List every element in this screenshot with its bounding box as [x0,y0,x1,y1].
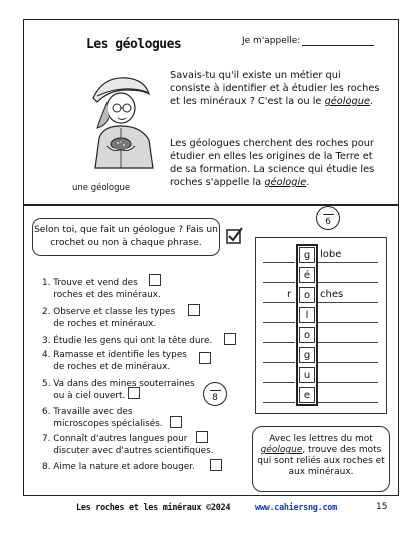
answer-line[interactable] [318,402,378,403]
word-suffix: lobe [320,249,342,260]
list-item: 3. Étudie les gens qui ont la tête dure. [42,336,213,346]
illustration-caption: une géologue [72,183,131,193]
letter-cell: é [299,267,315,283]
answer-line[interactable] [263,282,295,283]
page-number: 15 [376,502,388,512]
checkbox-item-3[interactable] [224,333,236,345]
name-field[interactable] [302,45,374,46]
answer-line[interactable] [318,382,378,383]
list-item: 8. Aime la nature et adore bouger. [42,462,195,472]
footer-website-link[interactable]: www.cahiersng.com [255,503,337,513]
checkbox-item-7[interactable] [196,431,208,443]
letter-cell: g [299,247,315,263]
answer-line[interactable] [263,302,295,303]
list-item: 4. Ramasse et identifie les types de roches et de minéraux. [42,350,187,372]
list-item: 5. Va dans des mines souterraines ou à ciel ouvert. [42,379,195,401]
answer-line[interactable] [263,322,295,323]
letter-cell: o [299,327,315,343]
score-circle-list: 8 [203,382,227,406]
word-suffix: ches [320,289,344,300]
answer-line[interactable] [318,262,378,263]
section-divider [23,204,399,206]
checkbox-checked-icon [226,227,244,245]
name-label: Je m'appelle: [242,36,301,46]
answer-line[interactable] [318,322,378,323]
term-geologue: géologue [324,96,370,107]
word-puzzle [255,237,387,414]
answer-line[interactable] [318,302,378,303]
list-item: 1. Trouve et vend des roches et des minéraux. [42,278,161,300]
answer-line[interactable] [263,402,295,403]
answer-line[interactable] [263,382,295,383]
list-item: 2. Observe et classe les types de roches et minéraux. [42,307,176,329]
letter-cell: e [299,387,315,403]
checkbox-item-4[interactable] [199,352,211,364]
question-box: Selon toi, que fait un géologue ? Fais un crochet ou non à chaque phrase. [32,218,220,256]
page-title: Les géologues [86,37,182,52]
checkbox-item-6[interactable] [170,416,182,428]
intro-paragraph-1: Savais-tu qu'il existe un métier qui consiste à identifier et à étudier les roches et les minéraux ? C'est la ou le géologue. [170,70,380,107]
answer-line[interactable] [318,362,378,363]
answer-line[interactable] [318,282,378,283]
answer-line[interactable] [263,362,295,363]
hint-box: Avec les lettres du mot géologue, trouve des mots qui sont reliés aux roches et aux minéraux. [252,426,390,492]
letter-cell: o [299,287,315,303]
answer-line[interactable] [318,342,378,343]
term-geologie: géologie [264,177,307,188]
answer-line[interactable] [263,342,295,343]
score-circle-question: 6 [316,206,340,230]
word-prefix: r [287,289,292,300]
term-geologue-hint: géologue [260,445,303,455]
list-item: 7. Connaît d'autres langues pour discuter avec d'autres scientifiques. [42,434,214,456]
checkbox-item-1[interactable] [149,274,161,286]
geologist-illustration [83,68,171,176]
letter-cell: g [299,347,315,363]
footer-copyright: Les roches et les minéraux ©2024 [76,503,231,513]
checkbox-item-5[interactable] [128,387,140,399]
list-item: 6. Travaille avec des microscopes spécialisés. [42,407,163,429]
answer-line[interactable] [263,262,295,263]
letter-cell: l [299,307,315,323]
checkbox-item-2[interactable] [188,304,200,316]
intro-paragraph-2: Les géologues cherchent des roches pour étudier en elles les origines de la Terre et de sa formation. La science qui étudie les roches s'appelle la géologie. [170,138,375,188]
checkbox-item-8[interactable] [210,459,222,471]
letter-cell: u [299,367,315,383]
